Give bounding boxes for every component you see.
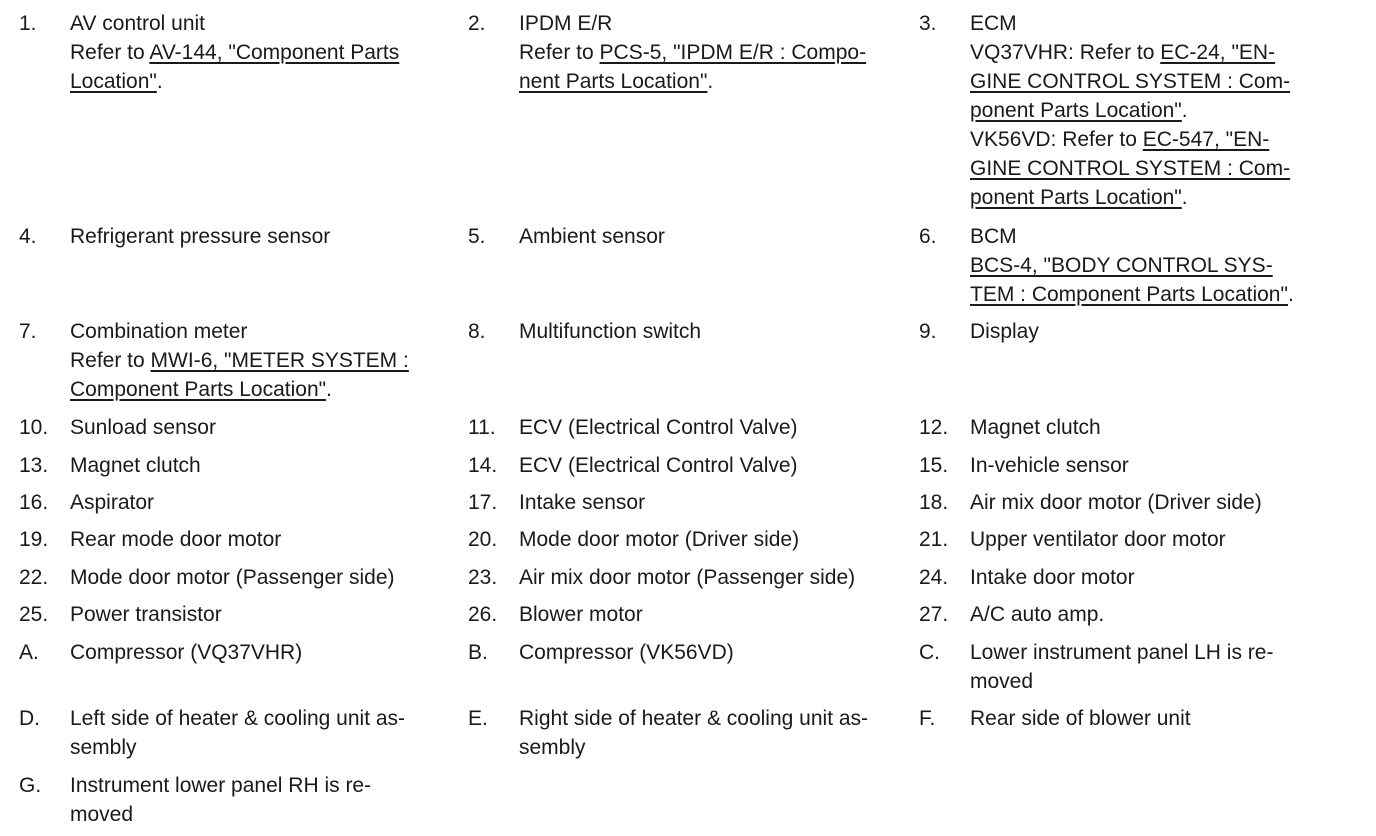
description-text: Refer to xyxy=(70,41,150,64)
item-description xyxy=(970,222,1355,309)
item-description xyxy=(70,488,455,517)
item-number: 20. xyxy=(468,528,498,551)
item-number: 18. xyxy=(919,491,949,514)
description-line xyxy=(970,600,1355,629)
item-description xyxy=(970,9,1355,212)
reference-link[interactable]: PCS-5, "IPDM E/R : Compo- xyxy=(599,41,867,64)
description-text: Multifunction switch xyxy=(519,320,702,343)
description-text: Ambient sensor xyxy=(519,225,665,248)
reference-link[interactable]: ponent Parts Location" xyxy=(970,99,1182,122)
item-description xyxy=(970,638,1355,696)
description-line xyxy=(70,771,455,800)
item-number: 2. xyxy=(468,12,486,35)
description-line xyxy=(70,488,455,517)
description-line xyxy=(970,96,1355,125)
description-text: Mode door motor (Driver side) xyxy=(519,528,800,551)
reference-link[interactable]: BCS-4, "BODY CONTROL SYS- xyxy=(970,254,1273,277)
item-number: 7. xyxy=(19,320,37,343)
item-number: 8. xyxy=(468,320,486,343)
reference-link[interactable]: EC-547, "EN- xyxy=(1142,128,1270,151)
item-number: 11. xyxy=(468,416,496,439)
description-text: Magnet clutch xyxy=(970,416,1101,439)
description-line xyxy=(519,9,904,38)
description-line xyxy=(519,222,904,251)
description-text: VK56VD: Refer to xyxy=(970,128,1143,151)
description-text: moved xyxy=(970,670,1034,693)
description-line xyxy=(970,154,1355,183)
item-number: 12. xyxy=(919,416,949,439)
description-line xyxy=(70,375,455,404)
item-number: D. xyxy=(19,707,40,730)
description-line xyxy=(519,451,904,480)
description-line xyxy=(70,733,455,762)
description-line xyxy=(970,317,1355,346)
description-text: . xyxy=(1181,99,1188,122)
description-line xyxy=(970,488,1355,517)
reference-link[interactable]: TEM : Component Parts Location" xyxy=(970,283,1288,306)
description-text: Combination meter xyxy=(70,320,248,343)
description-text: VQ37VHR: Refer to xyxy=(970,41,1161,64)
description-text: Refer to xyxy=(519,41,600,64)
description-text: Power transistor xyxy=(70,603,222,626)
description-line xyxy=(70,525,455,554)
description-line xyxy=(970,67,1355,96)
item-number: 23. xyxy=(468,566,498,589)
item-description xyxy=(970,413,1355,442)
description-text: . xyxy=(156,70,163,93)
description-line xyxy=(70,704,455,733)
description-text: Intake sensor xyxy=(519,491,646,514)
item-number: 1. xyxy=(19,12,37,35)
item-number: 6. xyxy=(919,225,937,248)
item-number: 19. xyxy=(19,528,49,551)
description-text: Upper ventilator door motor xyxy=(970,528,1226,551)
item-number: 9. xyxy=(919,320,937,343)
item-description xyxy=(70,771,455,829)
reference-link[interactable]: MWI-6, "METER SYSTEM : xyxy=(150,349,409,372)
description-line xyxy=(519,317,904,346)
item-number: G. xyxy=(19,774,42,797)
description-text: Aspirator xyxy=(70,491,155,514)
item-description xyxy=(970,704,1355,733)
description-line xyxy=(70,38,455,67)
description-line xyxy=(70,222,455,251)
item-number: 24. xyxy=(919,566,949,589)
description-text: Refer to xyxy=(70,349,151,372)
item-number: 16. xyxy=(19,491,49,514)
item-description xyxy=(970,525,1355,554)
item-number: 26. xyxy=(468,603,498,626)
reference-link[interactable]: AV-144, "Component Parts xyxy=(149,41,400,64)
reference-link[interactable]: GINE CONTROL SYSTEM : Com- xyxy=(970,70,1291,93)
description-text: BCM xyxy=(970,225,1017,248)
description-text: Compressor (VK56VD) xyxy=(519,641,734,664)
description-text: Refrigerant pressure sensor xyxy=(70,225,331,248)
description-line xyxy=(70,563,455,592)
description-text: Lower instrument panel LH is re- xyxy=(970,641,1274,664)
item-number: 15. xyxy=(919,454,949,477)
item-number: 13. xyxy=(19,454,49,477)
item-description xyxy=(70,525,455,554)
item-number: A. xyxy=(19,641,39,664)
description-text: . xyxy=(1181,186,1188,209)
description-text: Air mix door motor (Passenger side) xyxy=(519,566,856,589)
description-line xyxy=(970,525,1355,554)
description-line xyxy=(519,733,904,762)
item-description xyxy=(519,525,904,554)
item-description xyxy=(519,704,904,762)
item-description xyxy=(970,563,1355,592)
description-text: Left side of heater & cooling unit as- xyxy=(70,707,406,730)
description-text: Blower motor xyxy=(519,603,643,626)
description-text: AV control unit xyxy=(70,12,206,35)
description-text: Intake door motor xyxy=(970,566,1135,589)
item-description xyxy=(519,413,904,442)
description-text: Mode door motor (Passenger side) xyxy=(70,566,395,589)
item-number: 25. xyxy=(19,603,49,626)
item-number: E. xyxy=(468,707,488,730)
item-description xyxy=(70,600,455,629)
item-number: 27. xyxy=(919,603,949,626)
item-description xyxy=(70,638,455,667)
item-description xyxy=(519,9,904,96)
description-text: . xyxy=(707,70,714,93)
item-description xyxy=(970,451,1355,480)
item-description xyxy=(70,451,455,480)
reference-link[interactable]: nent Parts Location" xyxy=(519,70,708,93)
item-description xyxy=(519,563,904,592)
item-description xyxy=(70,222,455,251)
description-text: moved xyxy=(70,803,134,826)
description-line xyxy=(519,38,904,67)
description-line xyxy=(70,9,455,38)
item-number: 5. xyxy=(468,225,486,248)
description-line xyxy=(70,800,455,829)
description-line xyxy=(519,413,904,442)
description-line xyxy=(519,67,904,96)
description-text: Display xyxy=(970,320,1039,343)
description-line xyxy=(970,704,1355,733)
description-line xyxy=(70,638,455,667)
description-line xyxy=(970,222,1355,251)
description-line xyxy=(970,251,1355,280)
item-description xyxy=(970,600,1355,629)
description-line xyxy=(70,413,455,442)
item-number: 22. xyxy=(19,566,49,589)
item-number: 10. xyxy=(19,416,49,439)
description-text: IPDM E/R xyxy=(519,12,613,35)
description-text: A/C auto amp. xyxy=(970,603,1105,626)
description-text: Air mix door motor (Driver side) xyxy=(970,491,1262,514)
description-text: Sunload sensor xyxy=(70,416,216,439)
item-number: 21. xyxy=(919,528,949,551)
description-line xyxy=(519,525,904,554)
reference-link[interactable]: EC-24, "EN- xyxy=(1160,41,1276,64)
description-line xyxy=(519,563,904,592)
description-text: sembly xyxy=(70,736,137,759)
item-description xyxy=(519,451,904,480)
item-description xyxy=(519,488,904,517)
item-number: 3. xyxy=(919,12,937,35)
description-line xyxy=(970,413,1355,442)
reference-link[interactable]: Location" xyxy=(70,70,157,93)
item-number: F. xyxy=(919,707,936,730)
item-description xyxy=(70,413,455,442)
item-number: B. xyxy=(468,641,488,664)
description-text: ECV (Electrical Control Valve) xyxy=(519,416,798,439)
description-line xyxy=(519,600,904,629)
item-number: 14. xyxy=(468,454,498,477)
description-text: Compressor (VQ37VHR) xyxy=(70,641,303,664)
description-line xyxy=(970,667,1355,696)
item-description xyxy=(519,222,904,251)
description-line xyxy=(70,451,455,480)
reference-link[interactable]: GINE CONTROL SYSTEM : Com- xyxy=(970,157,1291,180)
reference-link[interactable]: ponent Parts Location" xyxy=(970,186,1182,209)
description-text: Rear mode door motor xyxy=(70,528,282,551)
description-line xyxy=(70,317,455,346)
description-line xyxy=(970,563,1355,592)
description-line xyxy=(970,638,1355,667)
description-line xyxy=(70,600,455,629)
description-text: ECV (Electrical Control Valve) xyxy=(519,454,798,477)
description-text: sembly xyxy=(519,736,586,759)
description-text: Rear side of blower unit xyxy=(970,707,1191,730)
description-line xyxy=(70,67,455,96)
reference-link[interactable]: Component Parts Location" xyxy=(70,378,327,401)
description-line xyxy=(970,280,1355,309)
description-text: Instrument lower panel RH is re- xyxy=(70,774,372,797)
description-line xyxy=(970,38,1355,67)
description-line xyxy=(519,704,904,733)
item-description xyxy=(70,563,455,592)
item-description xyxy=(519,317,904,346)
description-line xyxy=(970,125,1355,154)
description-text: Right side of heater & cooling unit as- xyxy=(519,707,869,730)
item-description xyxy=(970,317,1355,346)
description-text: ECM xyxy=(970,12,1017,35)
description-line xyxy=(970,183,1355,212)
description-text: Magnet clutch xyxy=(70,454,201,477)
item-number: 4. xyxy=(19,225,37,248)
item-description xyxy=(70,9,455,96)
description-line xyxy=(970,451,1355,480)
item-description xyxy=(70,704,455,762)
description-text: In-vehicle sensor xyxy=(970,454,1129,477)
description-line xyxy=(519,638,904,667)
item-description xyxy=(970,488,1355,517)
item-description xyxy=(519,600,904,629)
item-number: C. xyxy=(919,641,940,664)
description-line xyxy=(70,346,455,375)
description-line xyxy=(970,9,1355,38)
item-description xyxy=(70,317,455,404)
description-line xyxy=(519,488,904,517)
item-description xyxy=(519,638,904,667)
description-text: . xyxy=(1287,283,1294,306)
item-number: 17. xyxy=(468,491,498,514)
description-text: . xyxy=(326,378,332,401)
